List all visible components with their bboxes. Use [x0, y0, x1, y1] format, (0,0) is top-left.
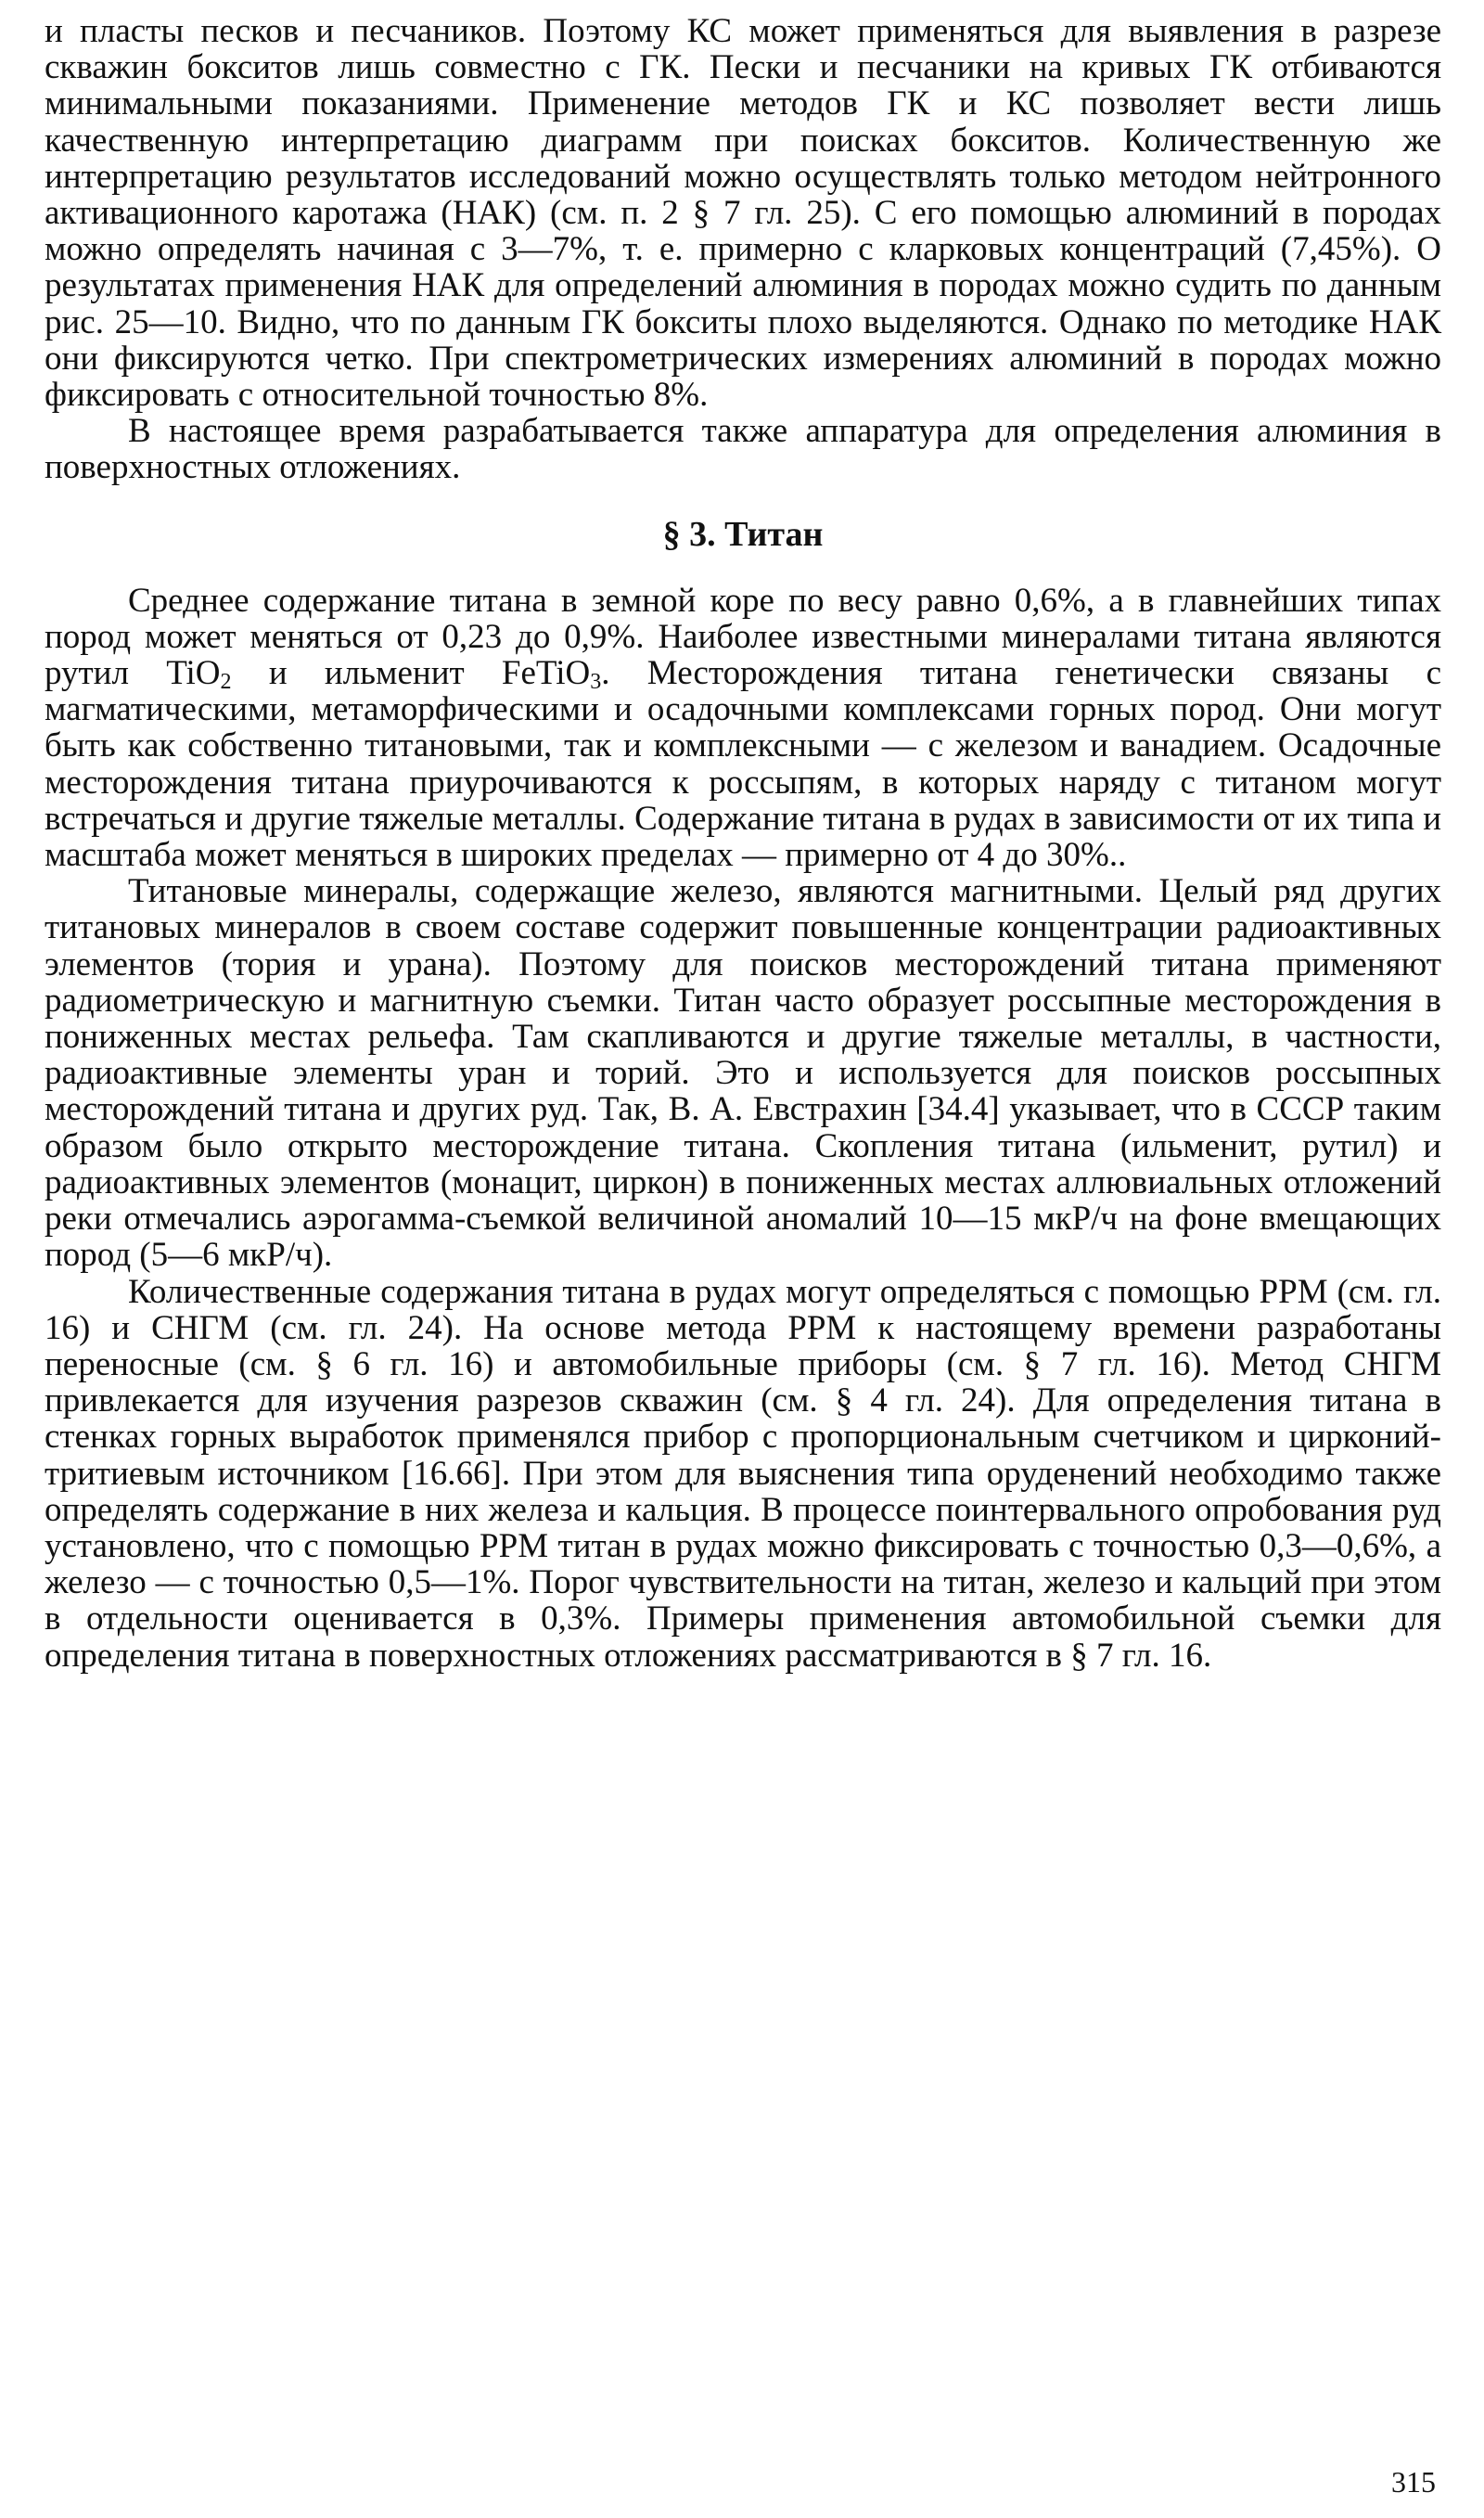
- paragraph-titanium-content-part-1: Среднее содержание титана в земной коре по весу равно 0,6%, а в главнейших типах пород может меняться от 0,23 до 0,9%. Наиболее известными минералами титана являются рутил TiO: [45, 581, 1441, 693]
- subscript-fetio3: 3: [590, 669, 602, 694]
- paragraph-titanium-content-part-2: и ильменит FeTiO: [231, 654, 591, 693]
- paragraph-titanium-content: [45, 583, 1441, 874]
- paragraph-continued-aluminum: и пласты песков и песчаников. Поэтому КС может применяться для выявления в разрезе скважин бокситов лишь совместно с ГК. Пески и песчаники на кривых ГК отбиваются минимальными показаниями. Применение методов ГК и КС позволяет вести лишь качественную интерпретацию диаграмм при поисках бокситов. Количественную же интерпретацию результатов исследований можно осуществлять только методом нейтронного активационного каротажа (НАК) (см. п. 2 § 7 гл. 25). С его помощью алюминий в породах можно определять начиная с 3—7%, т. е. примерно с кларковых концентраций (7,45%). О результатах применения НАК для определений алюминия в породах можно судить по данным рис. 25—10. Видно, что по данным ГК бокситы плохо выделяются. Однако по методике НАК они фиксируются четко. При спектрометрических измерениях алюминий в породах можно фиксировать с относительной точностью 8%.: [45, 12, 1441, 415]
- subscript-tio2: 2: [220, 669, 232, 694]
- paragraph-aluminum-surface-deposits: В настоящее время разрабатывается также аппаратура для определения алюминия в поверхностных отложениях.: [45, 412, 1441, 487]
- page-body: [45, 13, 1441, 1674]
- paragraph-titanium-content-part-3: . Месторождения титана генетически связаны с магматическими, метаморфическими и осадочными комплексами горных пород. Они могут быть как собственно титановыми, так и комплексными — с железом и ванадием. Осадочные месторождения титана приурочиваются к россыпям, в которых наряду с титаном могут встречаться и другие тяжелые металлы. Содержание титана в рудах в зависимости от их типа и масштаба может меняться в широких пределах — примерно от 4 до 30%..: [45, 654, 1441, 875]
- page-number: 315: [1391, 2465, 1436, 2499]
- section-heading-titanium: § 3. Титан: [662, 514, 824, 554]
- paragraph-titanium-minerals-search: Титановые минералы, содержащие железо, являются магнитными. Целый ряд других титановых минералов в своем составе содержит повышенные концентрации радиоактивных элементов (тория и урана). Поэтому для поисков месторождений титана применяют радиометрическую и магнитную съемки. Титан часто образует россыпные месторождения в пониженных местах рельефа. Там скапливаются и другие тяжелые металлы, в частности, радиоактивные элементы уран и торий. Это и используется для поисков россыпных месторождений титана и других руд. Так, В. А. Евстрахин [34.4] указывает, что в СССР таким образом было открыто месторождение титана. Скопления титана (ильменит, рутил) и радиоактивных элементов (монацит, циркон) в пониженных местах аллювиальных отложений реки отмечались аэрогамма-съемкой величиной аномалий 10—15 мкР/ч на фоне вмещающих пород (5—6 мкР/ч).: [45, 872, 1441, 1275]
- paragraph-titanium-quantitative-methods: Количественные содержания титана в рудах могут определяться с помощью РРМ (см. гл. 16) и СНГМ (см. гл. 24). На основе метода РРМ к настоящему времени разработаны переносные (см. § 6 гл. 16) и автомобильные приборы (см. § 7 гл. 16). Метод СНГМ привлекается для изучения разрезов скважин (см. § 4 гл. 24). Для определения титана в стенках горных выработок применялся прибор с пропорциональным счетчиком и цирконий-тритиевым источником [16.66]. При этом для выяснения типа оруденений необходимо также определять содержание в них железа и кальция. В процессе поинтервального опробования руд установлено, что с помощью РРМ титан в рудах можно фиксировать с точностью 0,3—0,6%, а железо — с точностью 0,5—1%. Порог чувствительности на титан, железо и кальций при этом в отдельности оценивается в 0,3%. Примеры применения автомобильной съемки для определения титана в поверхностных отложениях рассматриваются в § 7 гл. 16.: [45, 1272, 1441, 1675]
